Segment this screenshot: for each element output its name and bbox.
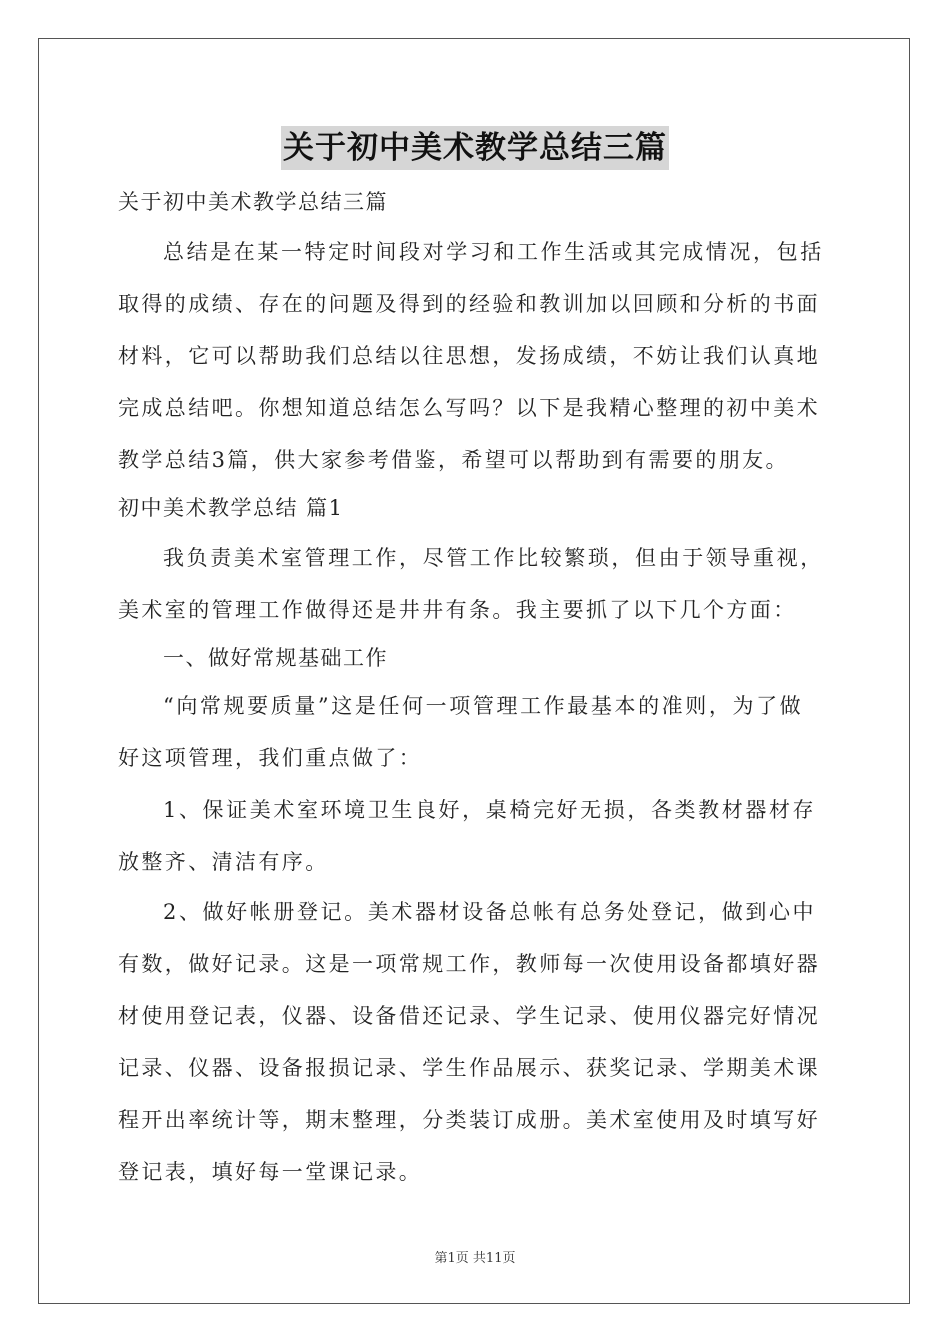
section-heading: 初中美术教学总结 篇1 [118, 496, 344, 520]
intro-line: 材料，它可以帮助我们总结以往思想，发扬成绩，不妨让我们认真地 [118, 344, 820, 368]
intro-line: 教学总结3篇，供大家参考借鉴，希望可以帮助到有需要的朋友。 [118, 448, 789, 472]
document-subtitle: 关于初中美术教学总结三篇 [118, 190, 388, 214]
title-container [0, 126, 950, 170]
paragraph-line: 美术室的管理工作做得还是井井有条。我主要抓了以下几个方面： [118, 598, 797, 622]
intro-line: 完成总结吧。你想知道总结怎么写吗？以下是我精心整理的初中美术 [118, 396, 820, 420]
point-heading: 一、做好常规基础工作 [163, 646, 388, 670]
list-item-line: 2、做好帐册登记。美术器材设备总帐有总务处登记，做到心中 [163, 900, 817, 924]
list-item-line: 记录、仪器、设备报损记录、学生作品展示、获奖记录、学期美术课 [118, 1056, 820, 1080]
list-item-line: 材使用登记表，仪器、设备借还记录、学生记录、使用仪器完好情况 [118, 1004, 820, 1028]
list-item-line: 登记表，填好每一堂课记录。 [118, 1160, 423, 1184]
page-number: 第1页 共11页 [434, 1251, 516, 1266]
document-title: 关于初中美术教学总结三篇 [281, 126, 669, 170]
list-item-line: 放整齐、清洁有序。 [118, 850, 329, 874]
paragraph-line: “向常规要质量”这是任何一项管理工作最基本的准则，为了做 [163, 694, 804, 718]
paragraph-line: 好这项管理，我们重点做了： [118, 746, 423, 770]
intro-line: 总结是在某一特定时间段对学习和工作生活或其完成情况，包括 [163, 240, 824, 264]
intro-line: 取得的成绩、存在的问题及得到的经验和教训加以回顾和分析的书面 [118, 292, 820, 316]
list-item-line: 1、保证美术室环境卫生良好，桌椅完好无损，各类教材器材存 [163, 798, 817, 822]
list-item-line: 有数，做好记录。这是一项常规工作，教师每一次使用设备都填好器 [118, 952, 820, 976]
list-item-line: 程开出率统计等，期末整理，分类装订成册。美术室使用及时填写好 [118, 1108, 820, 1132]
paragraph-line: 我负责美术室管理工作，尽管工作比较繁琐，但由于领导重视， [163, 546, 824, 570]
